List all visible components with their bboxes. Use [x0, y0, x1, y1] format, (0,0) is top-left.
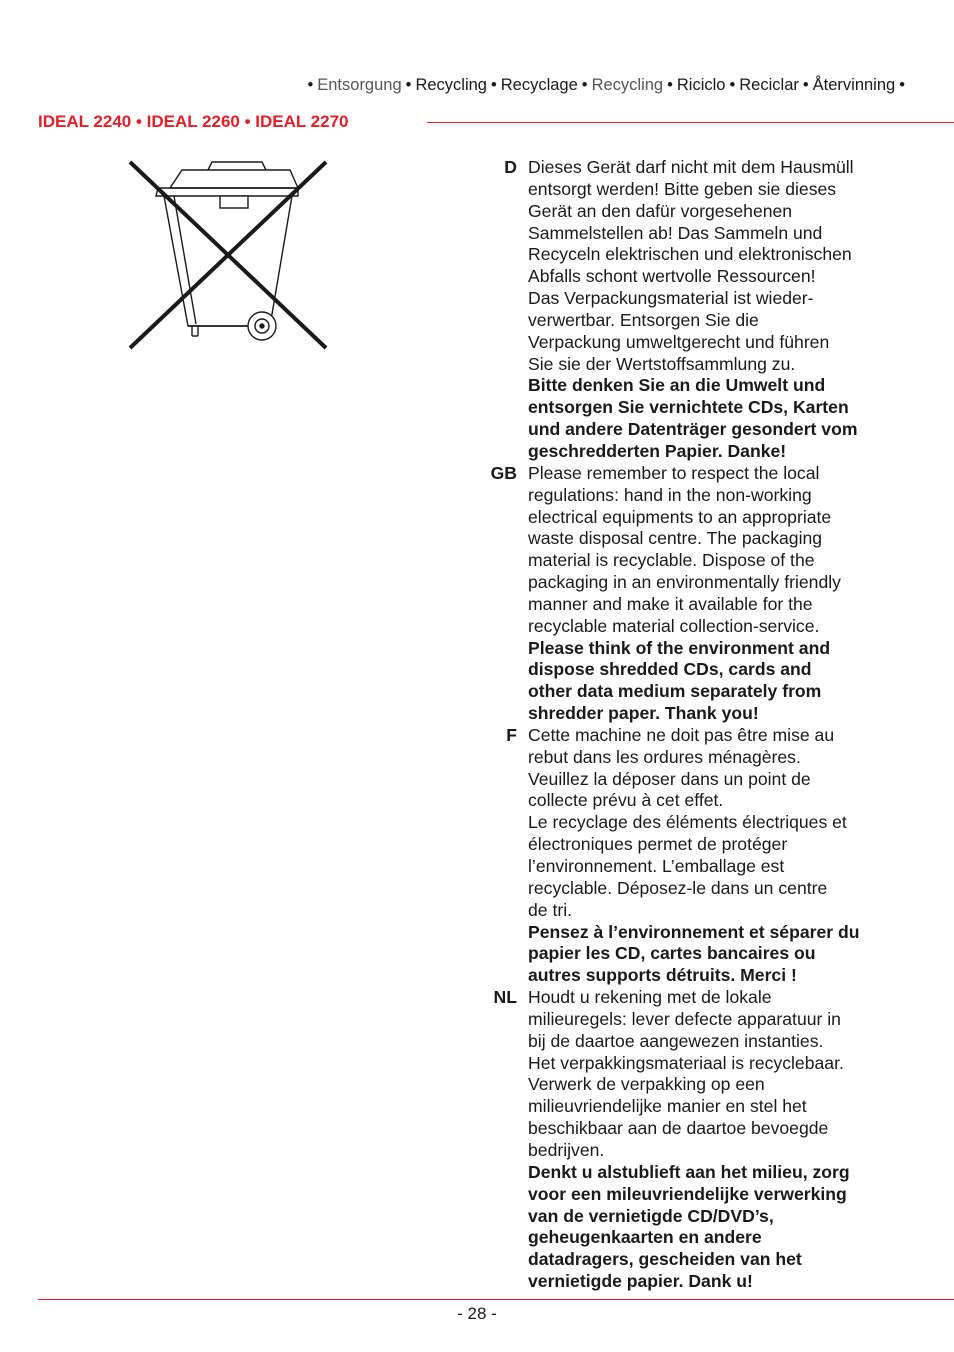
section-text: Dieses Gerät darf nicht mit dem Hausmüll entsorgt werden! Bitte geben sie dieses Gerät an den dafür vorgesehenen Sammelstellen ab! Das Sammeln und Recyceln elektrischen und elektronischen Abfalls schont wertvolle Ressourcen! Das Verpackungsmaterial ist wieder- verwertbar. Entsorgen Sie die Verpackung umweltgerecht und führen Sie sie der Wertstoffsammlung zu.: [528, 157, 854, 374]
language-label: Recycling: [415, 76, 487, 94]
page-number: - 28 -: [457, 1304, 497, 1323]
section-nl: [480, 987, 910, 1293]
section-bold-text: Denkt u alstublieft aan het milieu, zorg voor een mileuvriendelijke verwerking van de vernietigde CD/DVD’s, geheugenkaarten en andere datadragers, gescheiden van het vernietigde papier. Dank u!: [528, 1161, 850, 1292]
bullet-separator: •: [667, 76, 673, 94]
language-line: [303, 76, 909, 95]
section-gb: [480, 463, 910, 725]
bullet-separator: •: [899, 76, 905, 94]
language-code: F: [506, 724, 517, 745]
section-de: [480, 157, 910, 463]
disposal-instructions: [480, 157, 910, 1293]
language-code: GB: [490, 462, 517, 483]
language-code: NL: [493, 987, 517, 1008]
bullet-separator: •: [490, 76, 497, 94]
language-label: Reciclar: [739, 76, 799, 94]
language-label: Recycling: [591, 76, 664, 94]
language-label: Återvinning: [812, 76, 896, 94]
section-fr: [480, 725, 910, 987]
language-label: Riciclo: [676, 76, 726, 94]
section-text: Please remember to respect the local regulations: hand in the non-working electrical equipments to an appropriate waste disposal centre. The packaging material is recyclable. Dispose of the packaging in an environmentally friendly manner and make it available for the recyclable material collection-service.: [528, 462, 841, 636]
footer-divider: [38, 1299, 954, 1300]
bullet-separator: •: [405, 76, 412, 94]
section-bold-text: Please think of the environment and dispose shredded CDs, cards and other data medium separately from shredder paper. Thank you!: [528, 637, 831, 724]
header-divider: [427, 122, 954, 123]
language-label: Entsorgung: [317, 76, 402, 94]
bullet-separator: •: [729, 76, 736, 94]
section-bold-text: Pensez à l’environnement et séparer du papier les CD, cartes bancaires ou autres supports détruits. Merci !: [528, 921, 860, 986]
model-title: IDEAL 2240 • IDEAL 2260 • IDEAL 2270: [38, 112, 349, 131]
bullet-separator: •: [307, 76, 314, 94]
section-text: Houdt u rekening met de lokale milieuregels: lever defecte apparatuur in bij de daartoe aangewezen instanties. Het verpakkingsmateriaal is recyclebaar. Verwerk de verpakking op een milieuvriendelijke manier en stel het beschikbaar aan de daartoe bevoegde bedrijven.: [528, 987, 844, 1160]
section-text: Cette machine ne doit pas être mise au rebut dans les ordures ménagères. Veuillez la déposer dans un point de collecte prévu à cet effet. Le recyclage des éléments électriques et électroniques permet de protéger l’environnement. L’emballage est recyclable. Déposez-le dans un centre de tri.: [528, 724, 847, 920]
language-label: Recyclage: [500, 76, 578, 94]
crossed-out-wheelie-bin-icon: [122, 156, 334, 356]
bullet-separator: •: [581, 76, 588, 94]
bullet-separator: •: [802, 76, 809, 94]
section-bold-text: Bitte denken Sie an die Umwelt und entsorgen Sie vernichtete CDs, Karten und andere Datenträger gesondert vom geschredderten Papier. Danke!: [528, 375, 858, 461]
language-code: D: [504, 157, 517, 177]
